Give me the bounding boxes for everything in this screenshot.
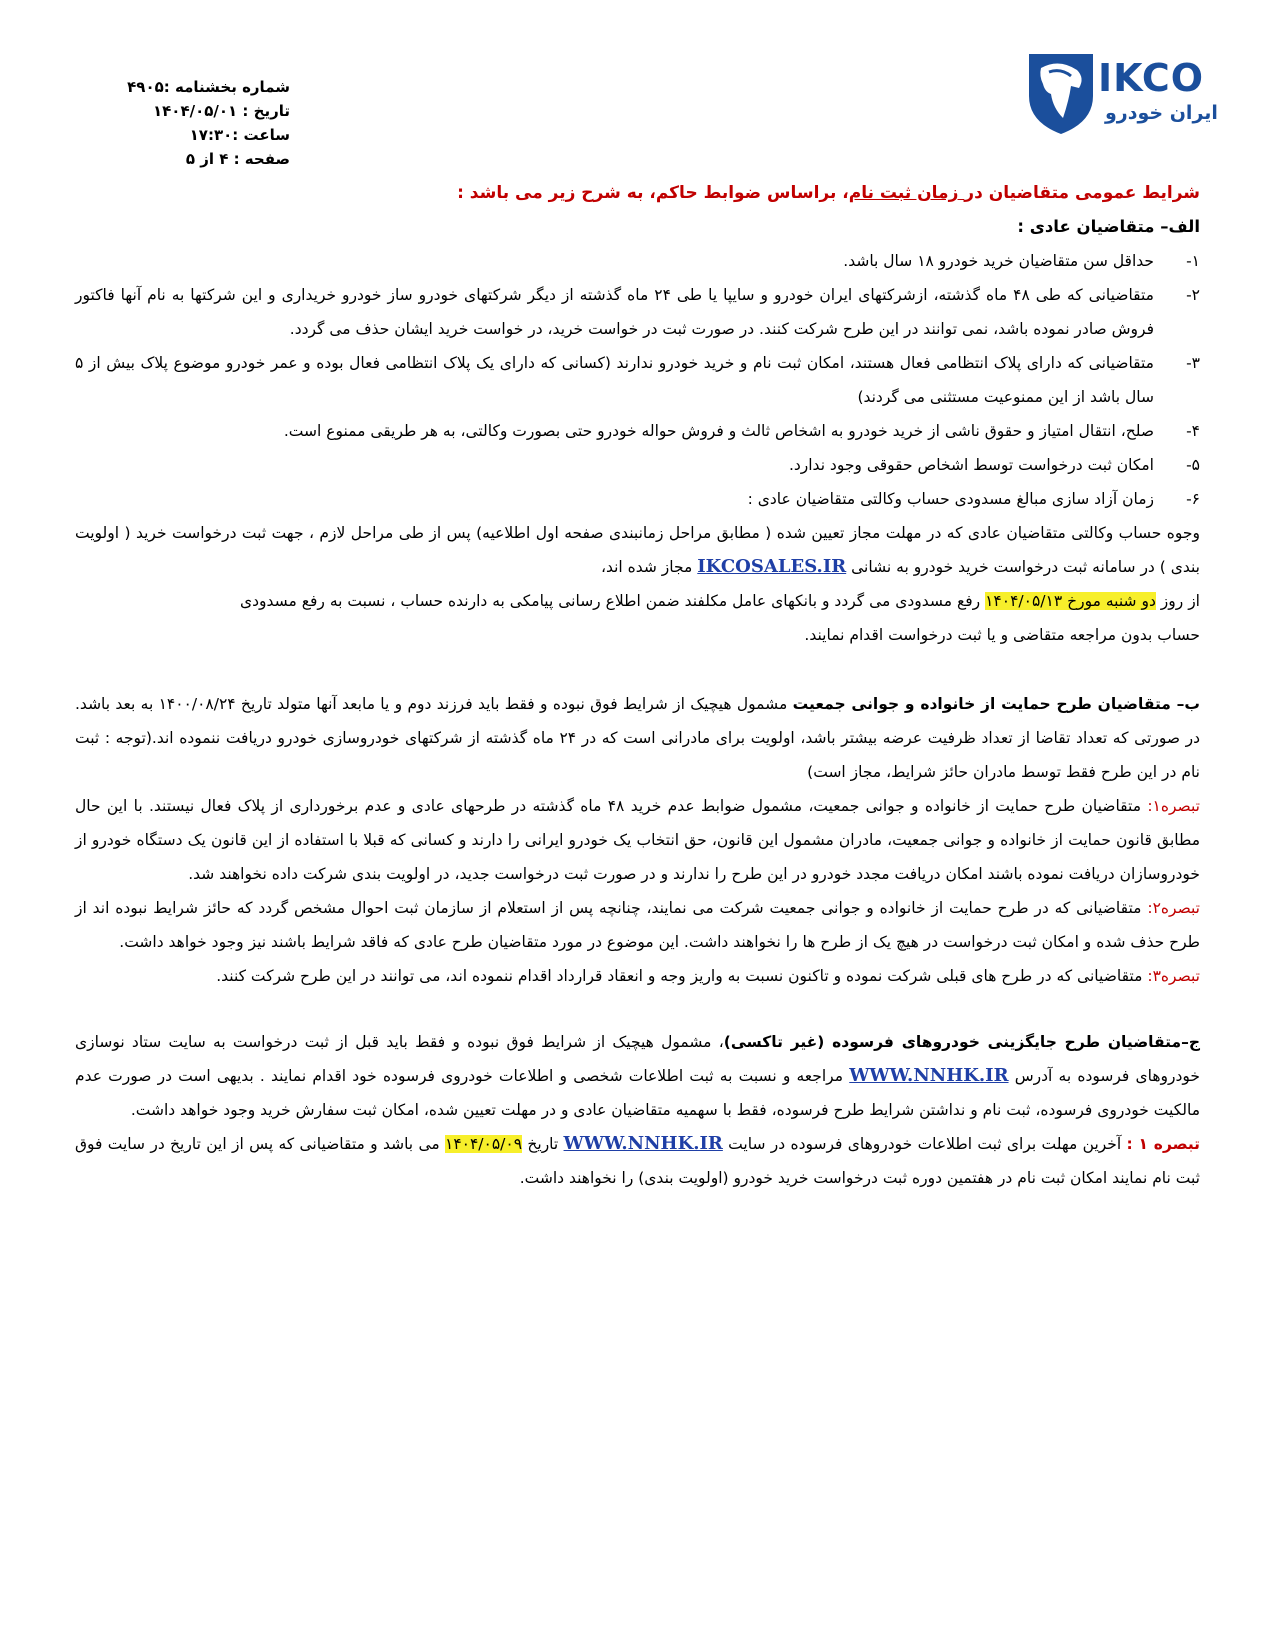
horse-head-icon (1025, 48, 1097, 136)
nnhk-link-2[interactable]: WWW.NNHK.IR (563, 1133, 723, 1154)
release-date-paragraph: از روز دو شنبه مورخ ۱۴۰۴/۰۵/۱۳ رفع مسدودی می گردد و بانکهای عامل مکلفند ضمن اطلاع رسانی پیامکی به دارنده حساب ، نسبت به رفع مسدودی حساب بدون مراجعه متقاضی و یا ثبت درخواست اقدام نمایند. (240, 592, 1200, 644)
logo-subtitle: ایران خودرو (1105, 102, 1218, 124)
note-paragraph: تبصره۱: متقاضیان طرح حمایت از خانواده و جوانی جمعیت، مشمول ضوابط عدم خرید ۴۸ ماه گذشته در طرحهای عادی و عدم برخورداری از پلاک فعال نیستند. با این حال مطابق قانون حمایت از خانواده و جوانی جمعیت، مادران مشمول این قانون، حق انتخاب یک خودرو ایرانی را دارند و کسانی که قبلا با استفاده از این قانون یک دستگاه خودرو از خودروسازان دریافت نموده باشند امکان دریافت مجدد خودرو در این طرح را ندارند و در صورت ثبت درخواست جدید، در اولویت بندی شرکت داده نخواهند شد. (75, 797, 1200, 883)
note-paragraph: تبصره۲: متقاضیانی که در طرح حمایت از خانواده و جوانی جمعیت شرکت می نمایند، چنانچه پس از استعلام از سازمان ثبت احوال مشخص گردد که حائز شرایط نبوده اند از طرح حذف شده و امکان ثبت درخواست در هیچ یک از طرح ها را نخواهند داشت. این موضوع در مورد متقاضیان طرح عادی که فاقد شرایط باشند نیز وجود خواهد داشت. (75, 899, 1200, 951)
deadline-highlight: ۱۴۰۴/۰۵/۰۹ (445, 1135, 523, 1153)
section-alef-heading: الف– متقاضیان عادی : (1017, 217, 1200, 236)
release-date-highlight: دو شنبه مورخ ۱۴۰۴/۰۵/۱۳ (985, 592, 1156, 610)
logo-wordmark: IKCO (1098, 56, 1205, 100)
release-paragraph: وجوه حساب وکالتی متقاضیان عادی که در مهلت مجاز تعیین شده ( مطابق مراحل زمانبندی صفحه اول اطلاعیه) پس از طی مراحل لازم ، جهت ثبت درخواست خرید ( اولویت بندی ) در سامانه ثبت درخواست خرید خودرو به نشانی IKCOSALES.IR مجاز شده اند، (75, 524, 1200, 577)
section-jim-heading: ج–متقاضیان طرح جایگزینی خودروهای فرسوده (غیر تاکسی) (723, 1033, 1201, 1051)
list-item: ۲- متقاضیانی که طی ۴۸ ماه گذشته، ازشرکتهای ایران خودرو و سایپا یا طی ۲۴ ماه گذشته از دیگر شرکتهای خودرو ساز خودرو خریداری و این شرکتها به نام آنها فاکتور فروش صادر نموده باشد، نمی توانند در این طرح شرکت کنند. در صورت ثبت در خواست خرید، در خواست خرید ایشان حذف می گردد. (75, 286, 1200, 338)
ikco-logo (1025, 48, 1225, 138)
list-item: ۶- زمان آزاد سازی مبالغ مسدودی حساب وکالتی متقاضیان عادی : (747, 490, 1200, 508)
circular-number: شماره بخشنامه :۴۹۰۵ (127, 78, 290, 96)
list-item: ۴- صلح، انتقال امتیاز و حقوق ناشی از خرید خودرو به اشخاص ثالث و فروش حواله خودرو حتی بصورت وکالتی، به هر طریقی ممنوع است. (283, 422, 1200, 440)
circular-date: تاریخ : ۱۴۰۴/۰۵/۰۱ (153, 102, 290, 120)
document-body (75, 176, 1200, 1195)
list-item: ۱- حداقل سن متقاضیان خرید خودرو ۱۸ سال باشد. (843, 252, 1200, 270)
jim-note-paragraph: تبصره ۱ : آخرین مهلت برای ثبت اطلاعات خودروهای فرسوده در سایت WWW.NNHK.IR تاریخ ۱۴۰۴/۰۵/۰۹ می باشد و متقاضیانی که پس از این تاریخ در سایت فوق ثبت نام نمایند امکان ثبت نام در هفتمین دوره ثبت درخواست خرید خودرو (اولویت بندی) را نخواهند داشت. (75, 1133, 1201, 1187)
list-item: ۵- امکان ثبت درخواست توسط اشخاص حقوقی وجود ندارد. (788, 456, 1200, 474)
section-jim-paragraph: ج–متقاضیان طرح جایگزینی خودروهای فرسوده (غیر تاکسی)، مشمول هیچیک از شرایط فوق نبوده و فقط باید قبل از ثبت درخواست به سایت ستاد نوسازی خودروهای فرسوده به آدرس WWW.NNHK.IR مراجعه و نسبت به ثبت اطلاعات شخصی و اطلاعات خودروی فرسوده خود اقدام نمایند . بدیهی است در صورت عدم مالکیت خودروی فرسوده، ثبت نام و نداشتن شرایط طرح فرسوده، فقط با سهمیه متقاضیان عادی و در مهلت تعیین شده، امکان ثبت سفارش خرید وجود خواهد داشت. (75, 1033, 1201, 1119)
nnhk-link[interactable]: WWW.NNHK.IR (849, 1065, 1009, 1086)
ikcosales-link[interactable]: IKCOSALES.IR (697, 556, 847, 577)
section-be-heading: ب– متقاضیان طرح حمایت از خانواده و جوانی جمعیت (792, 695, 1201, 713)
page-number: صفحه : ۴ از ۵ (185, 150, 290, 168)
general-conditions-title: شرایط عمومی متقاضیان در زمان ثبت نام، براساس ضوابط حاکم، به شرح زیر می باشد : (457, 183, 1200, 203)
section-be-paragraph: ب– متقاضیان طرح حمایت از خانواده و جوانی جمعیت مشمول هیچیک از شرایط فوق نبوده و فقط باید فرزند دوم و یا مابعد آنها متولد تاریخ ۱۴۰۰/۰۸/۲۴ به بعد باشد. در صورتی که تعداد تقاضا از تعداد ظرفیت عرضه بیشتر باشد، اولویت برای مادرانی است که در ۲۴ ماه گذشته از شرکتهای خودروسازی خودرو دریافت ننموده اند.(توجه : ثبت نام در این طرح فقط توسط مادران حائز شرایط، مجاز است) (75, 695, 1201, 781)
list-item: ۳- متقاضیانی که دارای پلاک انتظامی فعال هستند، امکان ثبت نام و خرید خودرو ندارند (کسانی که دارای یک پلاک انتظامی فعال بوده و عمر خودرو موضوع پلاک بیش از ۵ سال باشد از این ممنوعیت مستثنی می گردند) (75, 354, 1200, 406)
circular-time: ساعت :۱۷:۳۰ (189, 126, 290, 144)
circular-meta (127, 75, 290, 171)
note-paragraph: تبصره۳: متقاضیانی که در طرح های قبلی شرکت نموده و تاکنون نسبت به واریز وجه و انعقاد قرارداد اقدام ننموده اند، می توانند در این طرح شرکت کنند. (216, 967, 1200, 985)
